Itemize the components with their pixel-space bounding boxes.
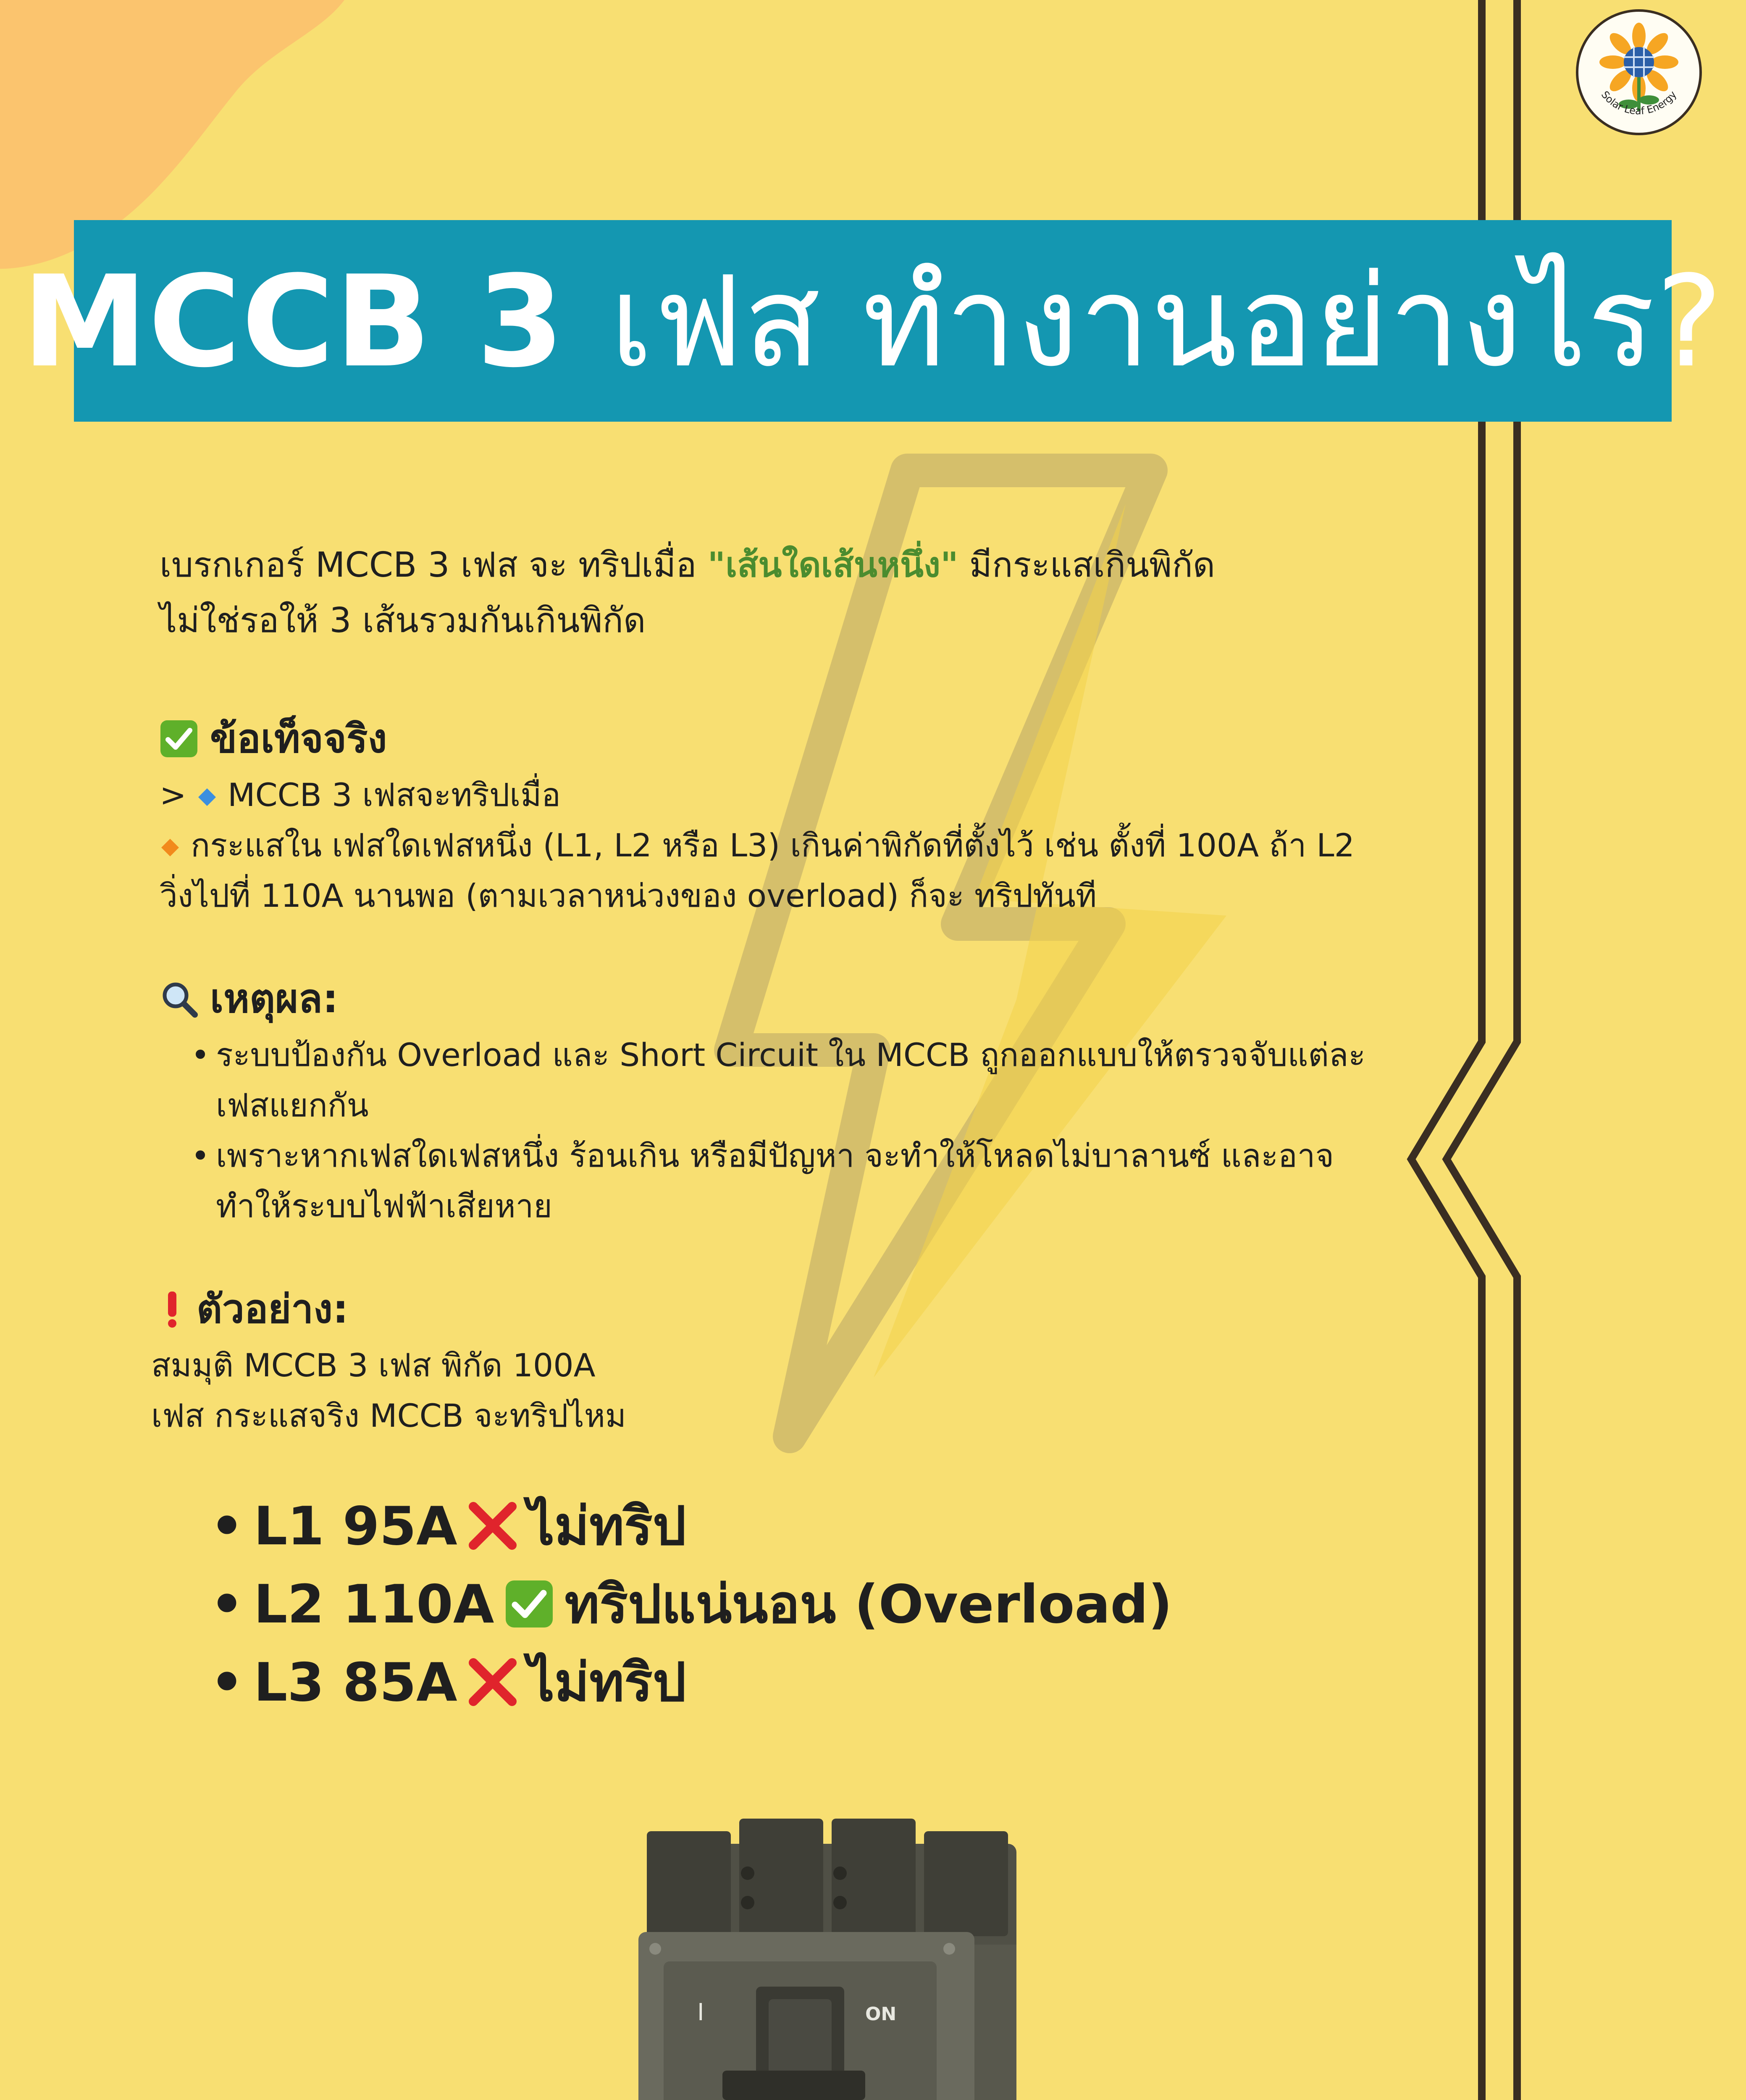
logo-text: Solar Leaf Energy	[1599, 89, 1679, 117]
result-item-l1: • L1 95A ไม่ทริป	[210, 1495, 686, 1557]
company-logo	[1576, 9, 1702, 135]
title-banner	[22, 220, 1724, 422]
blue-diamond-icon	[197, 787, 218, 808]
reason-item: • ระบบป้องกัน Overload และ Short Circuit ใน MCCB ถูกออกแบบให้ตรวจจับแต่ละ เฟสแยกกัน	[191, 1036, 1366, 1124]
cross-icon	[467, 1657, 518, 1707]
mccb-breaker-image	[630, 1819, 1050, 2100]
magnifier-icon	[160, 979, 198, 1018]
intro-line-1: เบรกเกอร์ MCCB 3 เฟส จะ ทริปเมื่อ "เส้นใดเส้นหนึ่ง" มีกระแสเกินพิกัด	[160, 545, 1216, 585]
result-item-l2: • L2 110A ทริปแน่นอน (Overload)	[210, 1573, 1173, 1635]
orange-diamond-icon	[160, 837, 181, 858]
breaker-on-label: ON	[865, 2003, 897, 2025]
result-item-l3: • L3 85A ไม่ทริป	[210, 1651, 686, 1713]
intro-line-2: ไม่ใช่รอให้ 3 เส้นรวมกันเกินพิกัด	[160, 601, 646, 640]
reason-item: • เพราะหากเฟสใดเฟสหนึ่ง ร้อนเกิน หรือมีปัญหา จะทำให้โหลดไม่บาลานซ์ และอาจ ทำให้ระบบไฟฟ้าเสียหาย	[191, 1137, 1334, 1225]
example-line-1: สมมุติ MCCB 3 เฟส พิกัด 100A	[151, 1347, 596, 1384]
facts-line-3: วิ่งไปที่ 110A นานพอ (ตามเวลาหน่วงของ overload) ก็จะ ทริปทันที	[160, 877, 1097, 914]
check-icon	[504, 1579, 554, 1629]
example-line-2: เฟส กระแสจริง MCCB จะทริปไหม	[151, 1397, 626, 1434]
facts-line-1: > MCCB 3 เฟสจะทริปเมื่อ	[160, 776, 561, 814]
sunflower-icon	[1578, 12, 1699, 133]
intro-highlight: "เส้นใดเส้นหนึ่ง"	[707, 545, 958, 585]
check-icon	[160, 719, 198, 758]
facts-line-2: กระแสใน เฟสใดเฟสหนึ่ง (L1, L2 หรือ L3) เกินค่าพิกัดที่ตั้งไว้ เช่น ตั้งที่ 100A ถ้า L2	[160, 820, 1420, 871]
example-heading: ตัวอย่าง:	[160, 1278, 1420, 1340]
page-title: MCCB 3 เฟส ทำงานอย่างไร?	[22, 248, 1724, 395]
result-list	[210, 1487, 1172, 1721]
exclamation-icon	[160, 1290, 185, 1328]
cross-icon	[467, 1501, 518, 1551]
breaker-i-label: I	[697, 1999, 704, 2026]
main-content	[151, 538, 1420, 1441]
facts-heading: ข้อเท็จจริง	[160, 707, 1420, 770]
reasons-heading: เหตุผล:	[160, 967, 1420, 1030]
